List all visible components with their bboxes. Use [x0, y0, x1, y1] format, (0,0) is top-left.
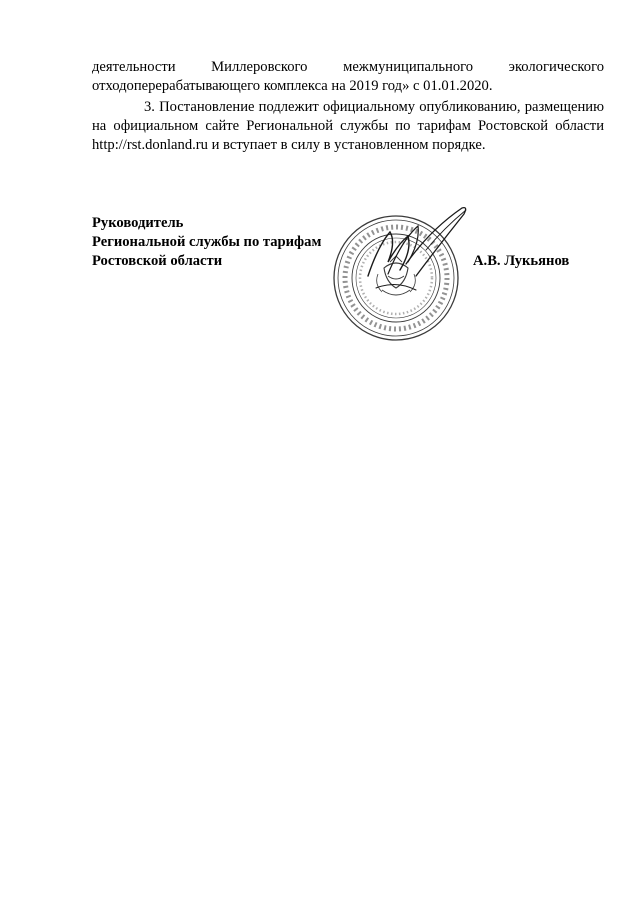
- signer-name: А.В. Лукьянов: [473, 253, 570, 269]
- paragraph-3: [92, 98, 604, 155]
- position-line: Региональной службы по тарифам: [92, 234, 322, 250]
- paragraph-line: http://rst.donland.ru и вступает в силу в установленном порядке.: [92, 137, 486, 153]
- round-official-seal-icon: [326, 204, 484, 344]
- position-line: Руководитель: [92, 215, 184, 231]
- signatory-position: [92, 214, 321, 271]
- paragraph-line: деятельности Миллеровского межмуниципального экологического: [92, 59, 604, 75]
- paragraph-line: отходоперерабатывающего комплекса на 2019 год» с 01.01.2020.: [92, 78, 493, 94]
- paragraph-line: 3. Постановление подлежит официальному опубликованию, размещению: [144, 99, 604, 115]
- paragraph-continuation: [92, 58, 604, 96]
- paragraph-line: на официальном сайте Региональной службы по тарифам Ростовской области: [92, 118, 604, 134]
- position-line: Ростовской области: [92, 253, 223, 269]
